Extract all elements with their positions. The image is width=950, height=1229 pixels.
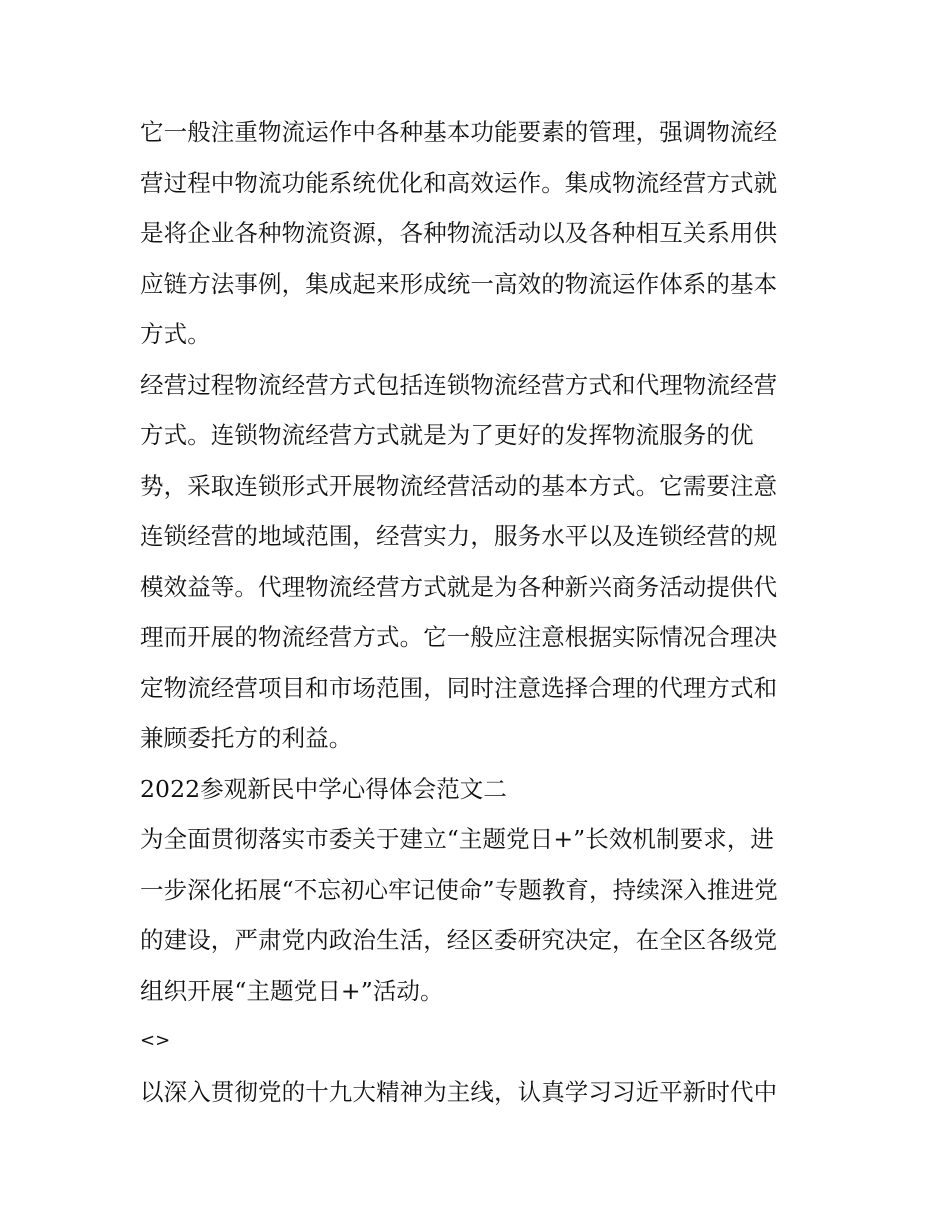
paragraph-line: 组织开展“主题党日+”活动。 xyxy=(140,976,444,1005)
paragraph-line: 方式。连锁物流经营方式就是为了更好的发挥物流服务的优 xyxy=(140,421,754,449)
paragraph-line: 的建设，严肃党内政治生活，经区委研究决定，在全区各级党 xyxy=(140,926,778,954)
paragraph-line: 模效益等。代理物流经营方式就是为各种新兴商务活动提供代 xyxy=(140,572,778,601)
paragraph-line: 兼顾委托方的利益。 xyxy=(140,724,353,752)
paragraph-line: 势，采取连锁形式开展物流经营活动的基本方式。它需要注意 xyxy=(140,471,778,500)
paragraph-line: 定物流经营项目和市场范围，同时注意选择合理的代理方式和 xyxy=(140,673,778,702)
paragraph-line: 为全面贯彻落实市委关于建立“主题党日+”长效机制要求，进 xyxy=(140,825,775,853)
section-heading: 2022参观新民中学心得体会范文二 xyxy=(140,774,508,803)
paragraph-line: 它一般注重物流运作中各种基本功能要素的管理，强调物流经 xyxy=(140,118,778,146)
paragraph-line: 一步深化拓展“不忘初心牢记使命”专题教育，持续深入推进党 xyxy=(140,875,778,904)
placeholder-marker: <> xyxy=(140,1030,171,1051)
paragraph-line: 经营过程物流经营方式包括连锁物流经营方式和代理物流经营 xyxy=(140,370,778,399)
paragraph-line: 营过程中物流功能系统优化和高效运作。集成物流经营方式就 xyxy=(140,168,778,197)
document-body xyxy=(140,107,812,1117)
paragraph-line: 连锁经营的地域范围，经营实力，服务水平以及连锁经营的规 xyxy=(140,522,778,550)
paragraph-line: 是将企业各种物流资源，各种物流活动以及各种相互关系用供 xyxy=(140,219,778,247)
paragraph-line: 应链方法事例，集成起来形成统一高效的物流运作体系的基本 xyxy=(140,269,778,298)
paragraph-line: 以深入贯彻党的十九大精神为主线，认真学习习近平新时代中 xyxy=(140,1077,778,1106)
paragraph-line: 理而开展的物流经营方式。它一般应注意根据实际情况合理决 xyxy=(140,623,778,651)
paragraph-line: 方式。 xyxy=(140,320,211,348)
